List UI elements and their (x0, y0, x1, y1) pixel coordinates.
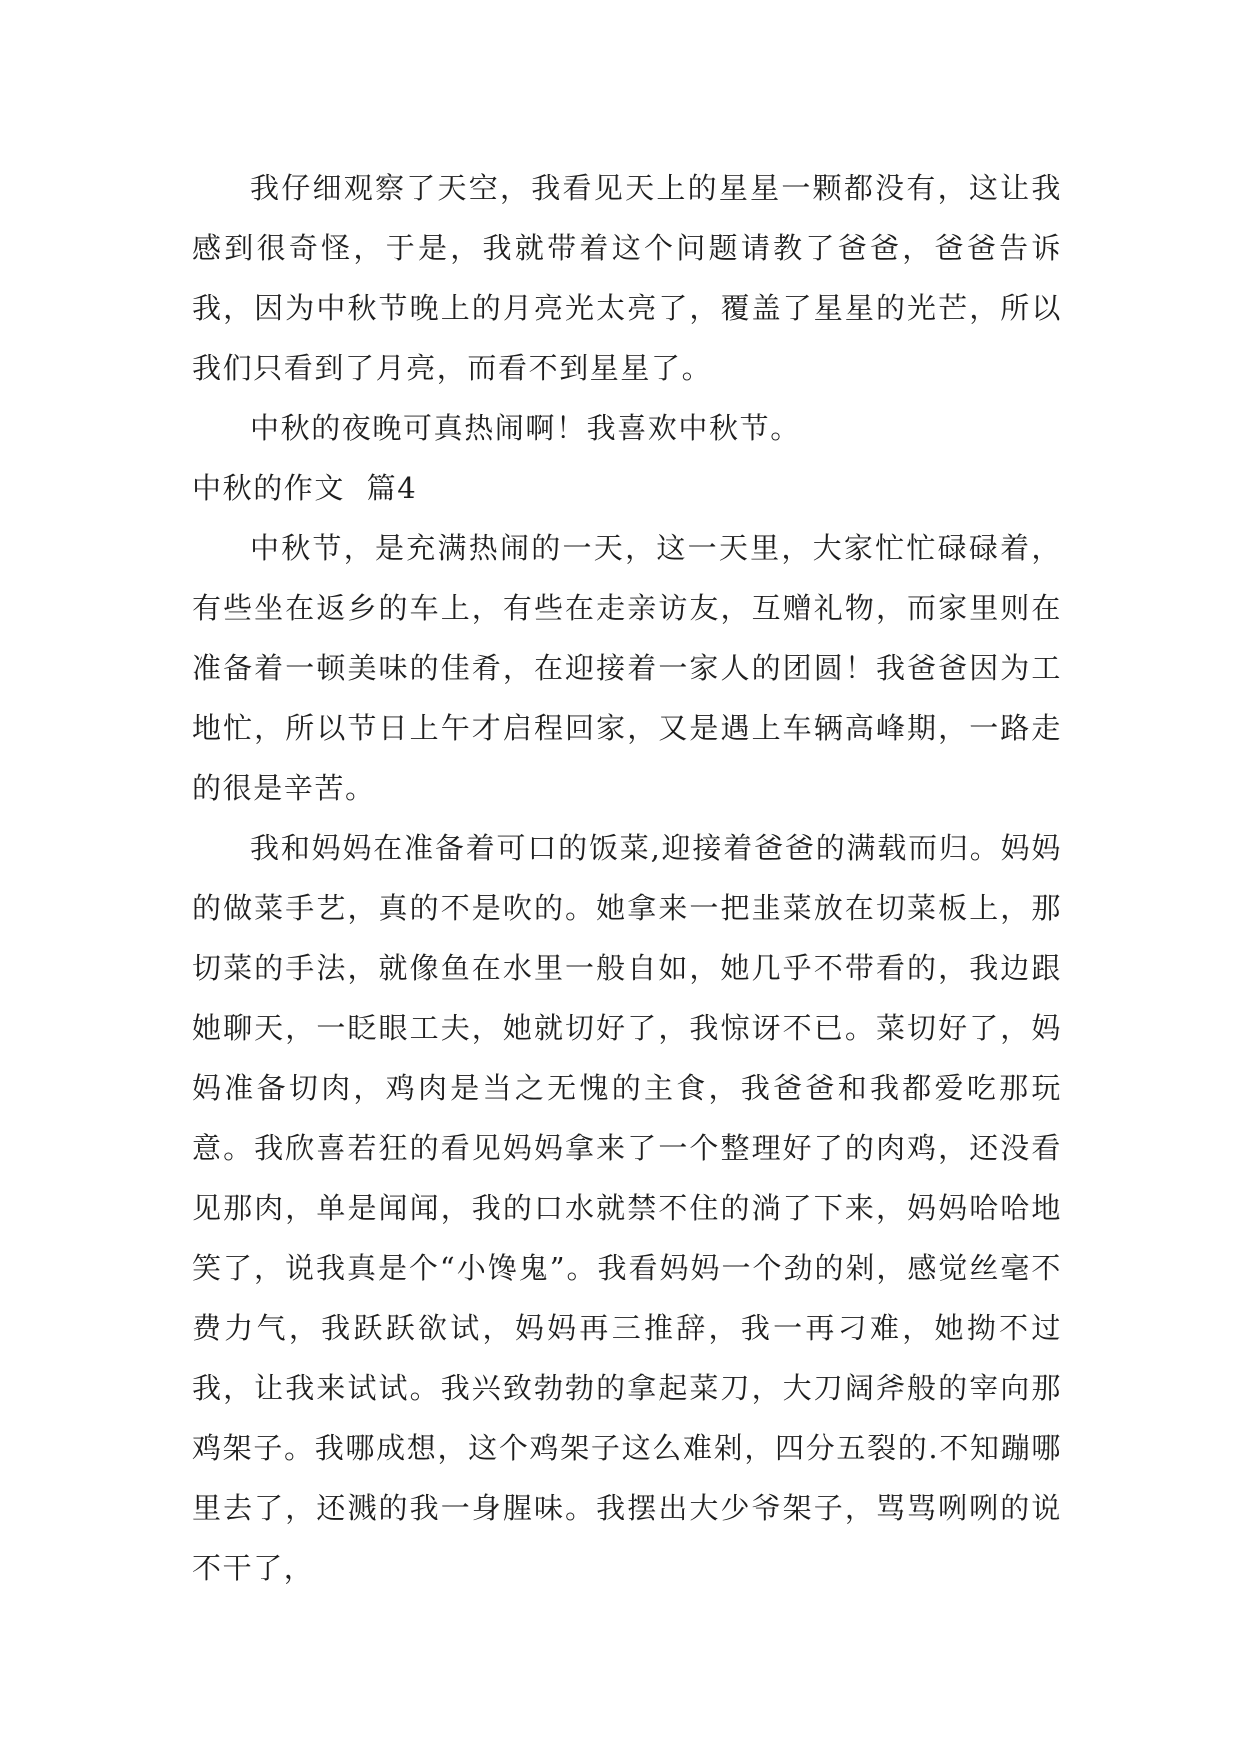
paragraph-cooking: 我和妈妈在准备着可口的饭菜,迎接着爸爸的满载而归。妈妈的做菜手艺，真的不是吹的。她拿来一把韭菜放在切菜板上，那切菜的手法，就像鱼在水里一般自如，她几乎不带看的，我边跟她聊天，一眨眼工夫，她就切好了，我惊讶不已。菜切好了，妈妈准备切肉，鸡肉是当之无愧的主食，我爸爸和我都爱吃那玩意。我欣喜若狂的看见妈妈拿来了一个整理好了的肉鸡，还没看见那肉，单是闻闻，我的口水就禁不住的淌了下来，妈妈哈哈地笑了，说我真是个“小馋鬼”。我看妈妈一个劲的剁，感觉丝毫不费力气，我跃跃欲试，妈妈再三推辞，我一再刁难，她拗不过我，让我来试试。我兴致勃勃的拿起菜刀，大刀阔斧般的宰向那鸡架子。我哪成想，这个鸡架子这么难剁，四分五裂的.不知蹦哪里去了，还溅的我一身腥味。我摆出大少爷架子，骂骂咧咧的说不干了， (192, 831, 1062, 1585)
paragraph-festival-day: 中秋节，是充满热闹的一天，这一天里，大家忙忙碌碌着，有些坐在返乡的车上，有些在走亲访友，互赠礼物，而家里则在准备着一顿美味的佳肴，在迎接着一家人的团圆！我爸爸因为工地忙，所以节日上午才启程回家，又是遇上车辆高峰期，一路走的很是辛苦。 (192, 531, 1062, 805)
section-heading: 中秋的作文 篇4 (192, 471, 418, 505)
paragraph-festival-night: 中秋的夜晚可真热闹啊！我喜欢中秋节。 (250, 411, 801, 445)
document-body (192, 158, 1062, 1598)
paragraph-stars: 我仔细观察了天空，我看见天上的星星一颗都没有，这让我感到很奇怪，于是，我就带着这个问题请教了爸爸，爸爸告诉我，因为中秋节晚上的月亮光太亮了，覆盖了星星的光芒，所以我们只看到了月亮，而看不到星星了。 (192, 171, 1062, 385)
